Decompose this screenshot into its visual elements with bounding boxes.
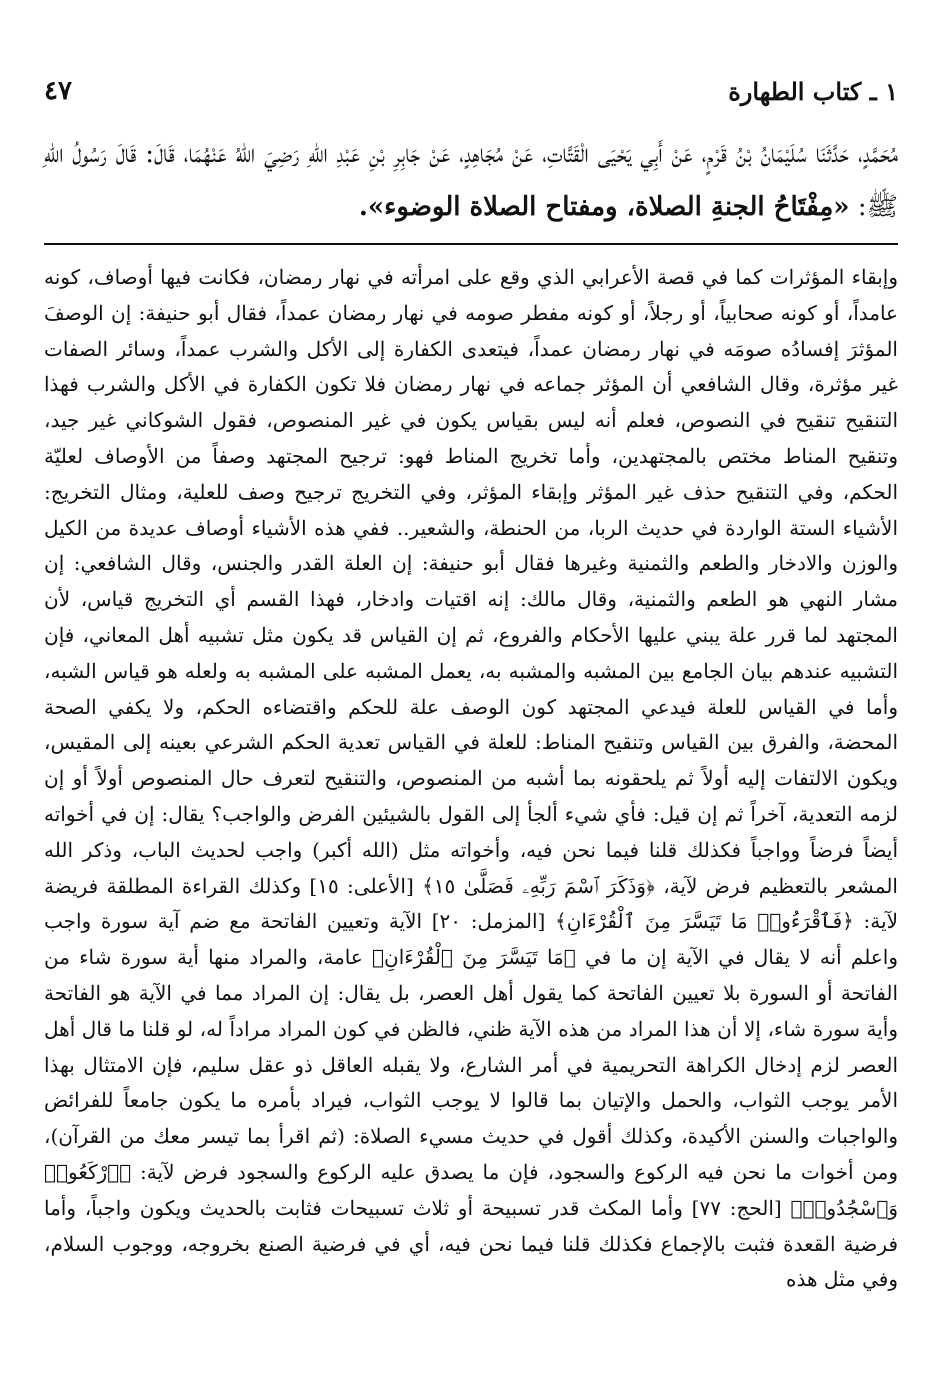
- divider-line: [44, 243, 898, 245]
- hadith-narration: مُحَمَّدٍ، حَدَّثَنَا سُلَيْمَانُ بْنُ قَرْمٍ، عَنْ أَبِي يَحْيَى الْقَتَّاتِ، عَنْ مُجَاهِدٍ، عَنْ جَابِرِ بْنِ عَبْدِ اللهِ رَضِيَ اللهُ عَنْهُمَا، قَالَ: قَالَ رَسُولُ اللهِ ﷺ:: [44, 139, 898, 222]
- hadith-text: [44, 128, 898, 234]
- page-header: [44, 70, 898, 106]
- commentary-paragraph: وإبقاء المؤثرات كما في قصة الأعرابي الذي وقع على امرأته في نهار رمضان، فكانت فيها أوصاف، كونه عامداً، أو كونه صحابياً، أو رجلاً، أو كونه مفطر صومه في نهار رمضان عمداً، فقال أبو حنيفة: إن الوصفَ المؤثرَ إفسادُه صومَه في نهار رمضان عمداً، فيتعدى الكفارة إلى الأكل والشرب عمداً، وسائر الصفات غير مؤثرة، وقال الشافعي أن المؤثر جماعه في نهار رمضان فلا تكون الكفارة في الأكل والشرب فهذا التنقيح تنقيح في النصوص، فعلم أنه ليس بقياس يكون في غير المنصوص، فقول الشوكاني غير جيد، وتنقيح المناط مختص بالمجتهدين، وأما تخريج المناط فهو: ترجيح المجتهد وصفاً من الأوصاف لعليّة الحكم، وفي التنقيح حذف غير المؤثر وإبقاء المؤثر، وفي التخريج ترجيح وصف للعلية، ومثال التخريج: الأشياء الستة الواردة في حديث الربا، من الحنطة، والشعير.. ففي هذه الأشياء أوصاف عديدة من الكيل والوزن والادخار والطعم والثمنية وغيرها فقال أبو حنيفة: إن العلة القدر والجنس، وقال الشافعي: إن مشار النهي هو الطعم والثمنية، وقال مالك: إنه اقتيات وادخار، فهذا القسم أي التخريج قياس، لأن المجتهد لما قرر علة يبني عليها الأحكام والفروع، ثم إن القياس قد يكون مثل تشبيه أهل المعاني، فإن التشبيه عندهم بيان الجامع بين المشبه والمشبه به، يعمل المشبه على المشبه به ولعله هو قياس الشبه، وأما في القياس للعلة فيدعي المجتهد كون الوصف علة للحكم واقتضاءه الحكم، ولا يكفي الصحة المحضة، والفرق بين القياس وتنقيح المناط: للعلة في القياس تعدية الحكم الشرعي بعينه إلى المقيس، ويكون الالتفات إليه أولاً ثم يلحقونه بما أشبه من المنصوص، والتنقيح لتعرف حال المنصوص أولاً أو إن لزمه التعدية، آخراً ثم إن قيل: فأي شيء ألجأ إلى القول بالشيئين الفرض والواجب؟ يقال: إن في أخواته أيضاً فرضاً وواجباً فكذلك قلنا فيما نحن فيه، وأخواته مثل (الله أكبر) واجب لحديث الباب، وذكر الله المشعر بالتعظيم فرض لآية، ﴿وَذَكَرَ ٱسْمَ رَبِّهِۦ فَصَلَّىٰ ١٥﴾ [الأعلى: ١٥] وكذلك القراءة المطلقة فريضة لآية: ﴿فَٱقْرَءُوا۟ مَا تَيَسَّرَ مِنَ ٱلْقُرْءَانِ﴾ [المزمل: ٢٠] الآية وتعيين الفاتحة مع ضم آية سورة واجب واعلم أنه لا يقال في الآية إن ما في ﴿مَا تَيَسَّرَ مِنَ ٱلْقُرْءَانِ﴾ عامة، والمراد منها أية سورة شاء من الفاتحة أو السورة بلا تعيين الفاتحة كما يقول أهل العصر، بل يقال: إن المراد مما في الآية هو الفاتحة وأية سورة شاء، إلا أن هذا المراد من هذه الآية ظني، فالظن في كون المراد مراداً له، لو قلنا ما قال أهل العصر لزم إدخال الكراهة التحريمية في أمر الشارع، ولا يقبله العاقل ذو عقل سليم، فإن الامتثال بهذا الأمر يوجب الثواب، والحمل والإتيان بما قالوا لا يوجب الثواب، فيراد بأمره ما يكون جامعاً للفرائض والواجبات والسنن الأكيدة، وكذلك أقول في حديث مسيء الصلاة: (ثم اقرأ بما تيسر معك من القرآن)، ومن أخوات ما نحن فيه الركوع والسجود، فإن ما يصدق عليه الركوع والسجود فرض لآية: ﴿ٱرْكَعُوا۟ وَٱسْجُدُوا۟﴾ [الحج: ٧٧] وأما المكث قدر تسبيحة أو ثلاث تسبيحات فثابت بالحديث ويكون واجباً، وأما فرضية القعدة فثبت بالإجماع فكذلك قلنا فيما نحن فيه، أي في فرضية الصنع بخروجه، ووجوب السلام، وفي مثل هذه: [44, 265, 898, 1292]
- hadith-quote: «مِفْتَاحُ الجنةِ الصلاة، ومفتاح الصلاة الوضوء».: [358, 192, 850, 222]
- chapter-title: ١ ـ كتاب الطهارة: [728, 77, 898, 106]
- commentary-section: [44, 260, 898, 1298]
- page-number: ٤٧: [44, 76, 72, 106]
